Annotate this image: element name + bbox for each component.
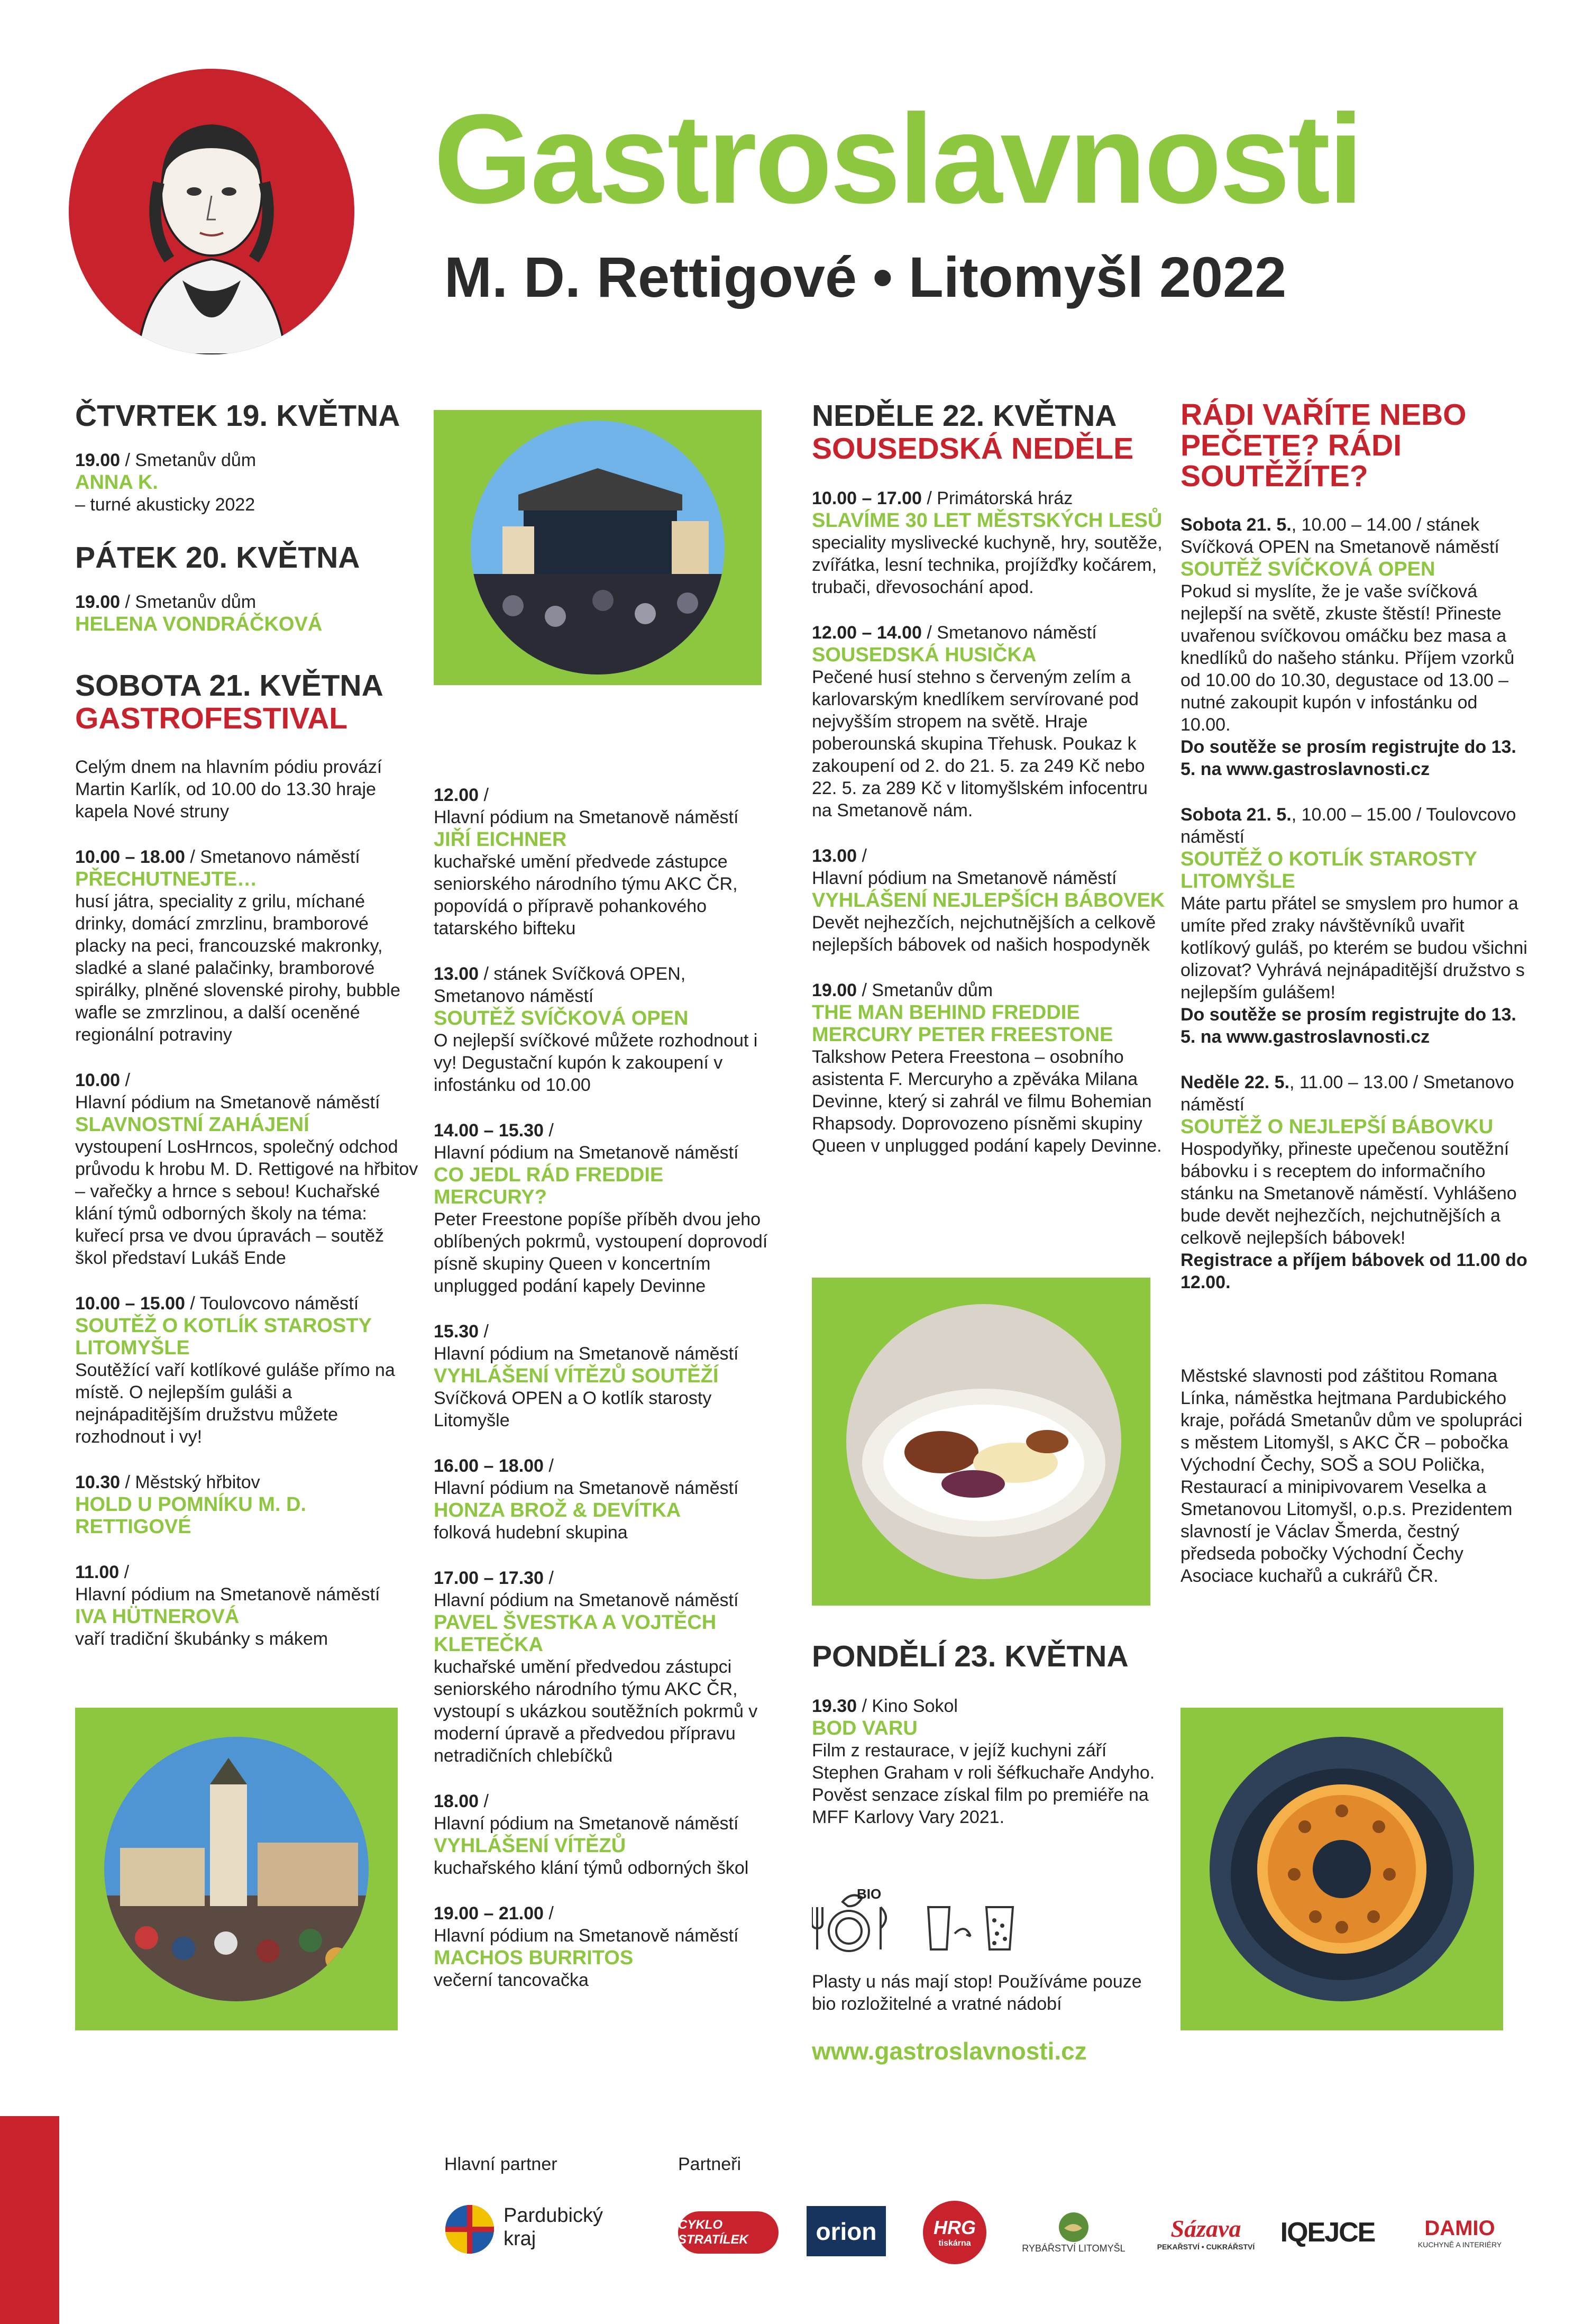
event-lesy	[812, 487, 1172, 598]
event-place: /	[543, 1456, 554, 1476]
event-place: /	[543, 1903, 554, 1924]
event-desc: – turné akusticky 2022	[75, 495, 255, 515]
event-title: SOUSEDSKÁ HUSIČKA	[812, 644, 1037, 666]
event-desc: Pečené husí stehno s červeným zelím a karlovarským knedlíkem servírované pod nejvyšším stropem na světě. Hraje poberounská skupina Třehusk. Poukaz k zakoupení od 2. do 21. 5. za 249 Kč nebo 22. 5. za 289 Kč v litomyšlském infocentru na Smetanově nám.	[812, 667, 1148, 821]
event-place: /	[543, 1568, 554, 1588]
event-title: HOLD U POMNÍKU M. D. RETTIGOVÉ	[75, 1493, 306, 1538]
event-time: 13.00	[434, 964, 479, 984]
event-time: 16.00 – 18.00	[434, 1456, 544, 1476]
event-desc: husí játra, speciality z grilu, míchané drinky, domácí zmrzlinu, bramborové placky na peci, francouzské makronky, sladké a slané palačinky, bramborové spirálky, plněné slovenské pirohy, bubble wafle se zmrzlinou, a další oceněné regionální potraviny	[75, 891, 400, 1045]
event-title: VYHLÁŠENÍ VÍTĚZŮ SOUTĚŽÍ	[434, 1365, 719, 1387]
partner-damio[interactable]	[1402, 2209, 1518, 2256]
main-partner-label: Hlavní partner	[444, 2154, 557, 2174]
event-title: CO JEDL RÁD FREDDIE MERCURY?	[434, 1164, 664, 1208]
event-title: MACHOS BURRITOS	[434, 1947, 634, 1969]
competition-title: SOUTĚŽ O NEJLEPŠÍ BÁBOVKU	[1180, 1116, 1494, 1138]
event-place: /	[857, 846, 867, 866]
event-time: 11.00	[75, 1562, 120, 1582]
event-husicka	[812, 622, 1172, 822]
event-place: / Smetanův dům	[857, 980, 993, 1000]
competition-desc: Pokud si myslíte, že je vaše svíčková nejlepší na světě, zkuste štěstí! Přineste uvařenou svíčkovou omáčku bez masa a knedlíků do našeho stánku. Příjem vzorků od 10.00 do 10.30, degustace od 13.00 – nutné zakoupit kupón v infostánku od 10.00.	[1180, 581, 1515, 735]
eco-text: Plasty u nás mají stop! Používáme pouze bio rozložitelné a vratné nádobí	[812, 1972, 1142, 2014]
event-babovky	[812, 845, 1172, 956]
event-title: SOUTĚŽ SVÍČKOVÁ OPEN	[434, 1007, 689, 1029]
event-time: 19.00	[812, 980, 857, 1000]
event-kotlik	[75, 1292, 419, 1448]
event-place: / Toulovcovo náměstí	[185, 1293, 359, 1314]
rybarstvi-emblem-icon	[1058, 2211, 1090, 2243]
event-place-line: Hlavní pódium na Smetanově náměstí	[75, 1584, 380, 1605]
event-time: 10.00 – 17.00	[812, 488, 922, 508]
day-heading-thursday: ČTVRTEK 19. KVĚTNA	[75, 399, 400, 433]
event-desc: kuchařské umění předvedou zástupci seniorského národního týmu AKC ČR, vystoupí s ukázkou soutěžních pokrmů v moderní úpravě a předvedou přípravu netradičních chlebíčků	[434, 1657, 758, 1766]
event-desc: folková hudební skupina	[434, 1523, 628, 1543]
event-time: 13.00	[812, 846, 857, 866]
event-desc: Film z restaurace, v jejíž kuchyni září Stephen Graham v roli šéfkuchaře Andyho. Pověst senzace získal film po premiéře na MFF Karlovy Vary 2021.	[812, 1740, 1155, 1827]
partner-logo-text: RYBÁŘSTVÍ LITOMYŠL	[1022, 2243, 1125, 2254]
event-time: 12.00	[434, 785, 479, 805]
saturday-intro: Celým dnem na hlavním pódiu provází Martin Karlík, od 10.00 do 13.30 hraje kapela Nové struny	[75, 757, 382, 822]
event-desc: Peter Freestone popíše příběh dvou jeho oblíbených pokrmů, vystoupení doprovodí písně skupiny Queen v koncertním unplugged podání kapely Devinne	[434, 1209, 768, 1296]
event-time: 10.00	[75, 1070, 121, 1090]
competition-registration: Registrace a příjem bábovek od 11.00 do 12.00.	[1180, 1250, 1527, 1292]
event-freestone	[812, 979, 1172, 1157]
partner-pardubicky-kraj[interactable]	[444, 2201, 603, 2259]
event-title: SLAVÍME 30 LET MĚSTSKÝCH LESŮ	[812, 509, 1163, 532]
website-link[interactable]: www.gastroslavnosti.cz	[812, 2037, 1087, 2065]
event-title: SOUTĚŽ O KOTLÍK STAROSTY LITOMYŠLE	[75, 1315, 372, 1359]
event-desc: Talkshow Petera Freestona – osobního asistenta F. Mercuryho a zpěváka Milana Devinne, který si zahrál ve filmu Bohemian Rhapsody. Doprovozeno písněmi skupiny Queen v unplugged podání kapely Devinne.	[812, 1047, 1162, 1156]
partner-cyklo-stratilek[interactable]	[678, 2211, 779, 2254]
rettigova-portrait-logo	[69, 69, 354, 354]
event-desc: Soutěžící vaří kotlíkové guláše přímo na místě. O nejlepším guláši a nejnápaditějším družstvu můžete rozhodnout i vy!	[75, 1360, 395, 1447]
event-place-line: Hlavní pódium na Smetanově náměstí	[434, 1590, 739, 1610]
event-helena	[75, 591, 419, 635]
event-time: 19.30	[812, 1696, 857, 1716]
photo-tile-food	[812, 1278, 1150, 1606]
partner-logo-text: HRG	[934, 2217, 976, 2238]
food-plate-photo	[846, 1304, 1121, 1579]
event-title: IVA HÜTNEROVÁ	[75, 1606, 240, 1628]
event-time: 10.30	[75, 1472, 121, 1492]
event-place: /	[119, 1562, 130, 1582]
event-desc: O nejlepší svíčkové můžete rozhodnout i vy! Degustační kupón k zakoupení v infostánku od 10.00	[434, 1031, 758, 1095]
event-desc: kuchařského klání týmů odborných škol	[434, 1858, 749, 1878]
event-time: 19.00	[75, 592, 121, 612]
event-title: VYHLÁŠENÍ NEJLEPŠÍCH BÁBOVEK	[812, 889, 1165, 912]
competition-date: Sobota 21. 5.	[1180, 515, 1292, 535]
event-zahajeni	[75, 1069, 419, 1269]
day-heading-saturday: SOBOTA 21. KVĚTNA	[75, 669, 383, 703]
partner-logo-text: Sázava	[1170, 2214, 1241, 2242]
event-time: 10.00 – 18.00	[75, 847, 185, 867]
event-vyhlaseni-skol	[434, 1790, 772, 1879]
partners-label: Partneři	[678, 2154, 742, 2174]
event-vyhlaseni	[434, 1320, 772, 1432]
event-place: / Kino Sokol	[857, 1696, 958, 1716]
event-time: 10.00 – 15.00	[75, 1293, 185, 1314]
event-place-line: Hlavní pódium na Smetanově náměstí	[434, 1143, 739, 1163]
partner-logo-text: orion	[816, 2217, 877, 2245]
event-place: / Smetanovo náměstí	[185, 847, 360, 867]
event-place: / Městský hřbitov	[120, 1472, 260, 1492]
competition-kotlik	[1180, 804, 1530, 1048]
competition-title: SOUTĚŽ SVÍČKOVÁ OPEN	[1180, 558, 1435, 580]
partner-rybarstvi[interactable]	[1021, 2201, 1127, 2264]
event-desc: Svíčková OPEN a O kotlík starosty Litomyšle	[434, 1388, 712, 1430]
column-thursday-saturday	[75, 399, 419, 1650]
competition-babovka	[1180, 1071, 1530, 1293]
event-time: 12.00 – 14.00	[812, 623, 922, 643]
event-desc: Devět nejhezčích, nejchutnějších a celkově nejlepších bábovek od našich hospodyněk	[812, 913, 1156, 955]
event-title: ANNA K.	[75, 471, 158, 494]
bio-label: BIO	[857, 1886, 882, 1902]
event-place: / stánek Svíčková OPEN,	[479, 964, 686, 984]
competition-date: Sobota 21. 5.	[1180, 805, 1292, 825]
event-anna-k	[75, 449, 419, 516]
competitions-heading: RÁDI VAŘÍTE NEBO PEČETE? RÁDI SOUTĚŽÍTE?	[1180, 398, 1467, 493]
day-heading-friday: PÁTEK 20. KVĚTNA	[75, 541, 360, 575]
event-time: 15.30	[434, 1322, 479, 1342]
event-title: HELENA VONDRÁČKOVÁ	[75, 613, 323, 635]
day-heading-sunday: NEDĚLE 22. KVĚTNA	[812, 399, 1117, 433]
column-sunday-monday	[812, 399, 1172, 1157]
competition-svickova	[1180, 514, 1530, 780]
competition-desc: Hospodyňky, přineste upečenou soutěžní bábovku i s receptem do informačního stánku na Smetanově náměstí. Vyhlášeno bude devět nejhezčích, nejchutnějších a celkově nejlepších bábovek!	[1180, 1139, 1517, 1248]
event-svickova	[434, 963, 772, 1096]
column-saturday-afternoon	[434, 784, 772, 1991]
event-place: / Smetanovo náměstí	[921, 623, 1097, 643]
pardubicky-kraj-emblem-icon	[444, 2204, 495, 2255]
babovka-photo	[1210, 1737, 1474, 2001]
event-desc: večerní tancovačka	[434, 1970, 589, 1990]
event-bod-varu	[812, 1695, 1172, 1828]
partner-logo-subtext: KUCHYNĚ A INTERIÉRY	[1417, 2240, 1502, 2249]
partner-logo-subtext: PEKAŘSTVÍ • CUKRÁŘSTVÍ	[1157, 2242, 1255, 2251]
partner-logo-subtext: tiskárna	[938, 2239, 971, 2248]
event-freddie	[434, 1119, 772, 1297]
event-place: /	[543, 1120, 554, 1141]
partner-orion[interactable]	[807, 2206, 886, 2256]
concert-stage-photo	[471, 421, 725, 675]
event-svestka	[434, 1567, 772, 1767]
event-prechutnejte	[75, 846, 419, 1046]
event-place-line: Hlavní pódium na Smetanově náměstí	[434, 1344, 739, 1364]
competition-date: Neděle 22. 5.	[1180, 1072, 1290, 1092]
partner-logo-text: CYKLO STRATÍLEK	[678, 2218, 748, 2247]
event-title: THE MAN BEHIND FREDDIE MERCURY PETER FREESTONE	[812, 1001, 1113, 1046]
partner-hrg[interactable]	[923, 2201, 986, 2264]
event-place: /	[479, 785, 489, 805]
event-place: / Primátorská hráz	[921, 488, 1073, 508]
competition-title: SOUTĚŽ O KOTLÍK STAROSTY LITOMYŠLE	[1180, 848, 1477, 892]
event-place-line: Hlavní pódium na Smetanově náměstí	[434, 1478, 739, 1498]
event-time: 14.00 – 15.30	[434, 1120, 544, 1141]
partner-name-line2: kraj	[504, 2228, 536, 2250]
event-title: SLAVNOSTNÍ ZAHÁJENÍ	[75, 1114, 309, 1136]
event-place: / Smetanův dům	[120, 592, 257, 612]
event-place-line: Smetanovo náměstí	[434, 986, 594, 1006]
day-subheading-sousedska: SOUSEDSKÁ NEDĚLE	[812, 432, 1134, 466]
partner-name-line1: Pardubický	[504, 2204, 603, 2227]
event-time: 19.00	[75, 450, 121, 470]
eco-icons	[812, 1886, 1066, 1960]
event-desc: vaří tradiční škubánky s mákem	[75, 1629, 328, 1649]
competition-desc: Máte partu přátel se smyslem pro humor a umíte před zraky návštěvníků uvařit kotlíkový guláš, po kterém se budou všichni olizovat? Vyhrává nejnápaditější družstvo s nejlepším gulášem!	[1180, 894, 1527, 1002]
competition-registration: Do soutěže se prosím registrujte do 13. 5. na www.gastroslavnosti.cz	[1180, 1005, 1516, 1047]
town-square-photo	[104, 1737, 369, 2001]
page-title: Gastroslavnosti	[434, 88, 1361, 230]
event-place-line: Hlavní pódium na Smetanově náměstí	[434, 807, 739, 827]
event-place: /	[479, 1322, 489, 1342]
partner-iqejce[interactable]	[1280, 2211, 1375, 2254]
event-place-line: Hlavní pódium na Smetanově náměstí	[812, 868, 1117, 888]
event-iva	[75, 1561, 419, 1650]
event-machos	[434, 1902, 772, 1991]
event-place-line: Hlavní pódium na Smetanově náměstí	[434, 1926, 739, 1946]
photo-tile-stage	[434, 410, 762, 685]
event-hold	[75, 1471, 419, 1538]
partner-logo-text: IQEJCE	[1280, 2217, 1375, 2248]
partner-sazava[interactable]	[1153, 2206, 1259, 2259]
event-broz	[434, 1455, 772, 1544]
day-heading-monday: PONDĚLÍ 23. KVĚTNA	[812, 1639, 1129, 1673]
event-desc: vystoupení LosHrncos, společný odchod průvodu k hrobu M. D. Rettigové na hřbitov – vařečky a hrnce s sebou! Kuchařské klání týmů odborných školy na téma: kuřecí prsa ve dvou úpravách – soutěž škol představí Lukáš Ende	[75, 1137, 418, 1268]
event-title: VYHLÁŠENÍ VÍTĚZŮ	[434, 1835, 626, 1857]
column-monday	[812, 1640, 1172, 1828]
event-time: 19.00 – 21.00	[434, 1903, 544, 1924]
page-subtitle: M. D. Rettigové • Litomyšl 2022	[444, 245, 1287, 309]
photo-tile-town-square	[75, 1708, 398, 2030]
event-place: / Smetanův dům	[120, 450, 257, 470]
column-competitions	[1180, 399, 1530, 1293]
red-corner-bar	[0, 2116, 59, 2324]
event-place-line: Hlavní pódium na Smetanově náměstí	[75, 1092, 380, 1113]
event-place-line: Hlavní pódium na Smetanově náměstí	[434, 1813, 739, 1834]
event-title: BOD VARU	[812, 1717, 918, 1739]
event-title: HONZA BROŽ & DEVÍTKA	[434, 1499, 681, 1521]
competition-place: , 11.00 – 13.00 / Smetanovo náměstí	[1180, 1072, 1514, 1115]
event-title: PAVEL ŠVESTKA A VOJTĚCH KLETEČKA	[434, 1611, 717, 1656]
partner-logo-text: DAMIO	[1424, 2216, 1495, 2240]
event-eichner	[434, 784, 772, 940]
competition-place: , 10.00 – 14.00 / stánek Svíčková OPEN na Smetanově náměstí	[1180, 515, 1499, 557]
event-place: /	[120, 1070, 130, 1090]
competition-place: , 10.00 – 15.00 / Toulovcovo náměstí	[1180, 805, 1516, 847]
event-title: JIŘÍ EICHNER	[434, 828, 567, 851]
patronage-text: Městské slavnosti pod záštitou Romana Línka, náměstka hejtmana Pardubického kraje, pořádá Smetanův dům ve spolupráci s městem Litomyšl, s AKC ČR – pobočka Východní Čechy, SOŠ a SOU Polička, Restaurací a minipivovarem Veselka a Smetanovou Litomyšl, o.p.s. Prezidentem slavností je Václav Šmerda, čestný předseda pobočky Východní Čechy Asociace kuchařů a cukrářů ČR.	[1180, 1366, 1523, 1586]
event-time: 18.00	[434, 1791, 479, 1811]
photo-tile-babovka	[1180, 1708, 1503, 2030]
competition-registration: Do soutěže se prosím registrujte do 13. 5. na www.gastroslavnosti.cz	[1180, 737, 1516, 779]
event-time: 17.00 – 17.30	[434, 1568, 544, 1588]
event-title: PŘECHUTNEJTE…	[75, 868, 258, 890]
event-desc: speciality myslivecké kuchyně, hry, soutěže, zvířátka, lesní technika, projížďky kočárem, trubači, dřevosochání apod.	[812, 533, 1163, 597]
event-desc: kuchařské umění předvede zástupce seniorského národního týmu AKC ČR, popovídá o přípravě pohankového tatarského bifteku	[434, 852, 738, 938]
event-place: /	[479, 1791, 489, 1811]
day-subheading-gastrofestival: GASTROFESTIVAL	[75, 701, 348, 735]
